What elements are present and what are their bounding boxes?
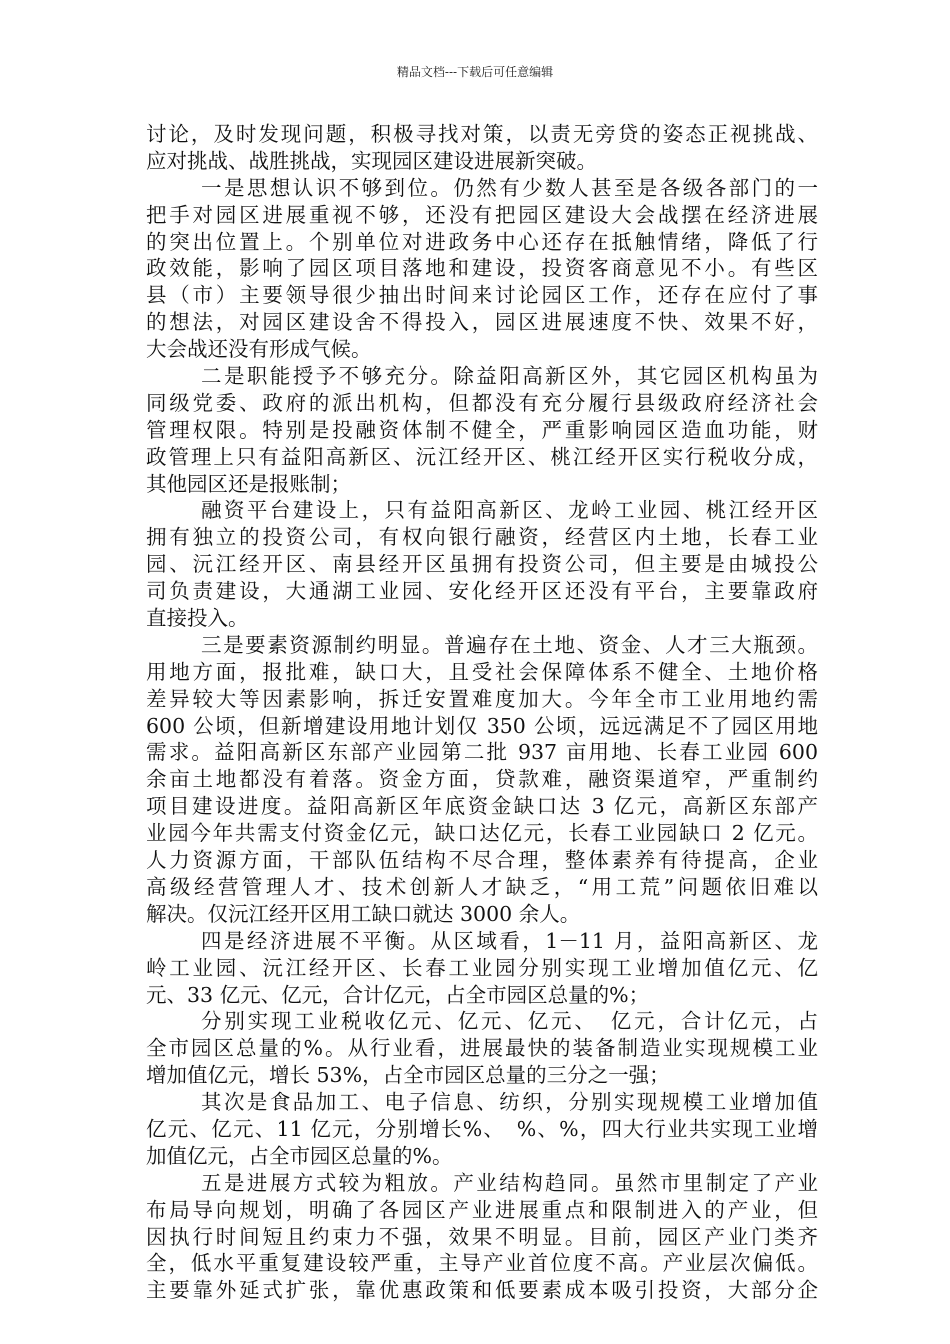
text-line: 人力资源方面，干部队伍结构不尽合理，整体素养有待提高，企业	[146, 848, 818, 873]
text-line: 政管理上只有益阳高新区、沅江经开区、桃江经开区实行税收分成，	[146, 444, 818, 469]
text-line: 的想法，对园区建设舍不得投入，园区进展速度不快、效果不好，	[146, 310, 818, 335]
paragraph-first-line: 四是经济进展不平衡。从区域看，1－11 月，益阳高新区、龙	[201, 928, 818, 953]
text-line: 解决。仅沅江经开区用工缺口就达 3000 余人。	[146, 901, 581, 926]
text-line: 用地方面，报批难，缺口大，且受社会保障体系不健全、土地价格	[146, 659, 818, 684]
text-line: 需求。益阳高新区东部产业园第二批 937 亩用地、长春工业园 600	[146, 740, 818, 765]
document-body	[146, 121, 818, 1304]
text-line: 把手对园区进展重视不够，还没有把园区建设大会战摆在经济进展	[146, 202, 818, 227]
text-line: 600 公顷，但新增建设用地计划仅 350 公顷，远远满足不了园区用地	[146, 713, 818, 738]
text-line: 直接投入。	[146, 606, 249, 631]
paragraph-first-line: 融资平台建设上，只有益阳高新区、龙岭工业园、桃江经开区	[201, 498, 818, 523]
text-line: 应对挑战、战胜挑战，实现园区建设进展新突破。	[146, 148, 597, 173]
paragraph-first-line: 其次是食品加工、电子信息、纺织，分别实现规模工业增加值	[201, 1090, 818, 1115]
text-line: 拥有独立的投资公司，有权向银行融资，经营区内土地，长春工业	[146, 525, 818, 550]
text-line: 布局导向规划，明确了各园区产业进展重点和限制进入的产业，但	[146, 1197, 818, 1222]
text-line: 其他园区还是报账制；	[146, 471, 351, 496]
text-line: 高级经营管理人才、技术创新人才缺乏，“用工荒”问题依旧难以	[146, 874, 818, 899]
text-line: 亿元、亿元、11 亿元，分别增长%、 %、%，四大行业共实现工业增	[146, 1116, 818, 1141]
text-line: 岭工业园、沅江经开区、长春工业园分别实现工业增加值亿元、亿	[146, 955, 818, 980]
text-line: 主要靠外延式扩张，靠优惠政策和低要素成本吸引投资，大部分企	[146, 1278, 818, 1303]
paragraph-first-line: 分别实现工业税收亿元、亿元、亿元、 亿元，合计亿元，占	[201, 1009, 818, 1034]
text-line: 元、33 亿元、亿元，合计亿元，占全市园区总量的%；	[146, 982, 650, 1007]
text-line: 县（市）主要领导很少抽出时间来讨论园区工作，还存在应付了事	[146, 283, 818, 308]
text-line: 园、沅江经开区、南县经开区虽拥有投资公司，但主要是由城投公	[146, 552, 818, 577]
text-line: 同级党委、政府的派出机构，但都没有充分履行县级政府经济社会	[146, 390, 818, 415]
text-line: 因执行时间短且约束力不强，效果不明显。目前，园区产业门类齐	[146, 1224, 818, 1249]
paragraph-first-line: 五是进展方式较为粗放。产业结构趋同。虽然市里制定了产业	[201, 1170, 818, 1195]
text-line: 全市园区总量的%。从行业看，进展最快的装备制造业实现规模工业	[146, 1036, 818, 1061]
page-header: 精品文档---下载后可任意编辑	[396, 65, 554, 79]
text-line: 政效能，影响了园区项目落地和建设，投资客商意见不小。有些区	[146, 256, 818, 281]
text-line: 余亩土地都没有着落。资金方面，贷款难，融资渠道窄，严重制约	[146, 767, 818, 792]
text-line: 司负责建设，大通湖工业园、安化经开区还没有平台，主要靠政府	[146, 579, 818, 604]
paragraph-first-line: 一是思想认识不够到位。仍然有少数人甚至是各级各部门的一	[201, 175, 818, 200]
text-line: 差异较大等因素影响，拆迁安置难度加大。今年全市工业用地约需	[146, 686, 818, 711]
text-line: 加值亿元，占全市园区总量的%。	[146, 1143, 453, 1168]
text-line: 项目建设进度。益阳高新区年底资金缺口达 3 亿元，高新区东部产	[146, 794, 818, 819]
text-line: 讨论，及时发现问题，积极寻找对策，以责无旁贷的姿态正视挑战、	[146, 122, 818, 146]
text-line: 业园今年共需支付资金亿元，缺口达亿元，长春工业园缺口 2 亿元。	[146, 821, 818, 846]
text-line: 的突出位置上。个别单位对进政务中心还存在抵触情绪，降低了行	[146, 229, 818, 254]
paragraph-first-line: 三是要素资源制约明显。普遍存在土地、资金、人才三大瓶颈。	[201, 632, 818, 657]
text-line: 增加值亿元，增长 53%，占全市园区总量的三分之一强；	[146, 1063, 670, 1088]
text-line: 管理权限。特别是投融资体制不健全，严重影响园区造血功能，财	[146, 417, 818, 442]
paragraph-first-line: 二是职能授予不够充分。除益阳高新区外，其它园区机构虽为	[201, 364, 818, 389]
text-line: 全，低水平重复建设较严重，主导产业首位度不高。产业层次偏低。	[146, 1251, 818, 1276]
text-line: 大会战还没有形成气候。	[146, 337, 372, 362]
